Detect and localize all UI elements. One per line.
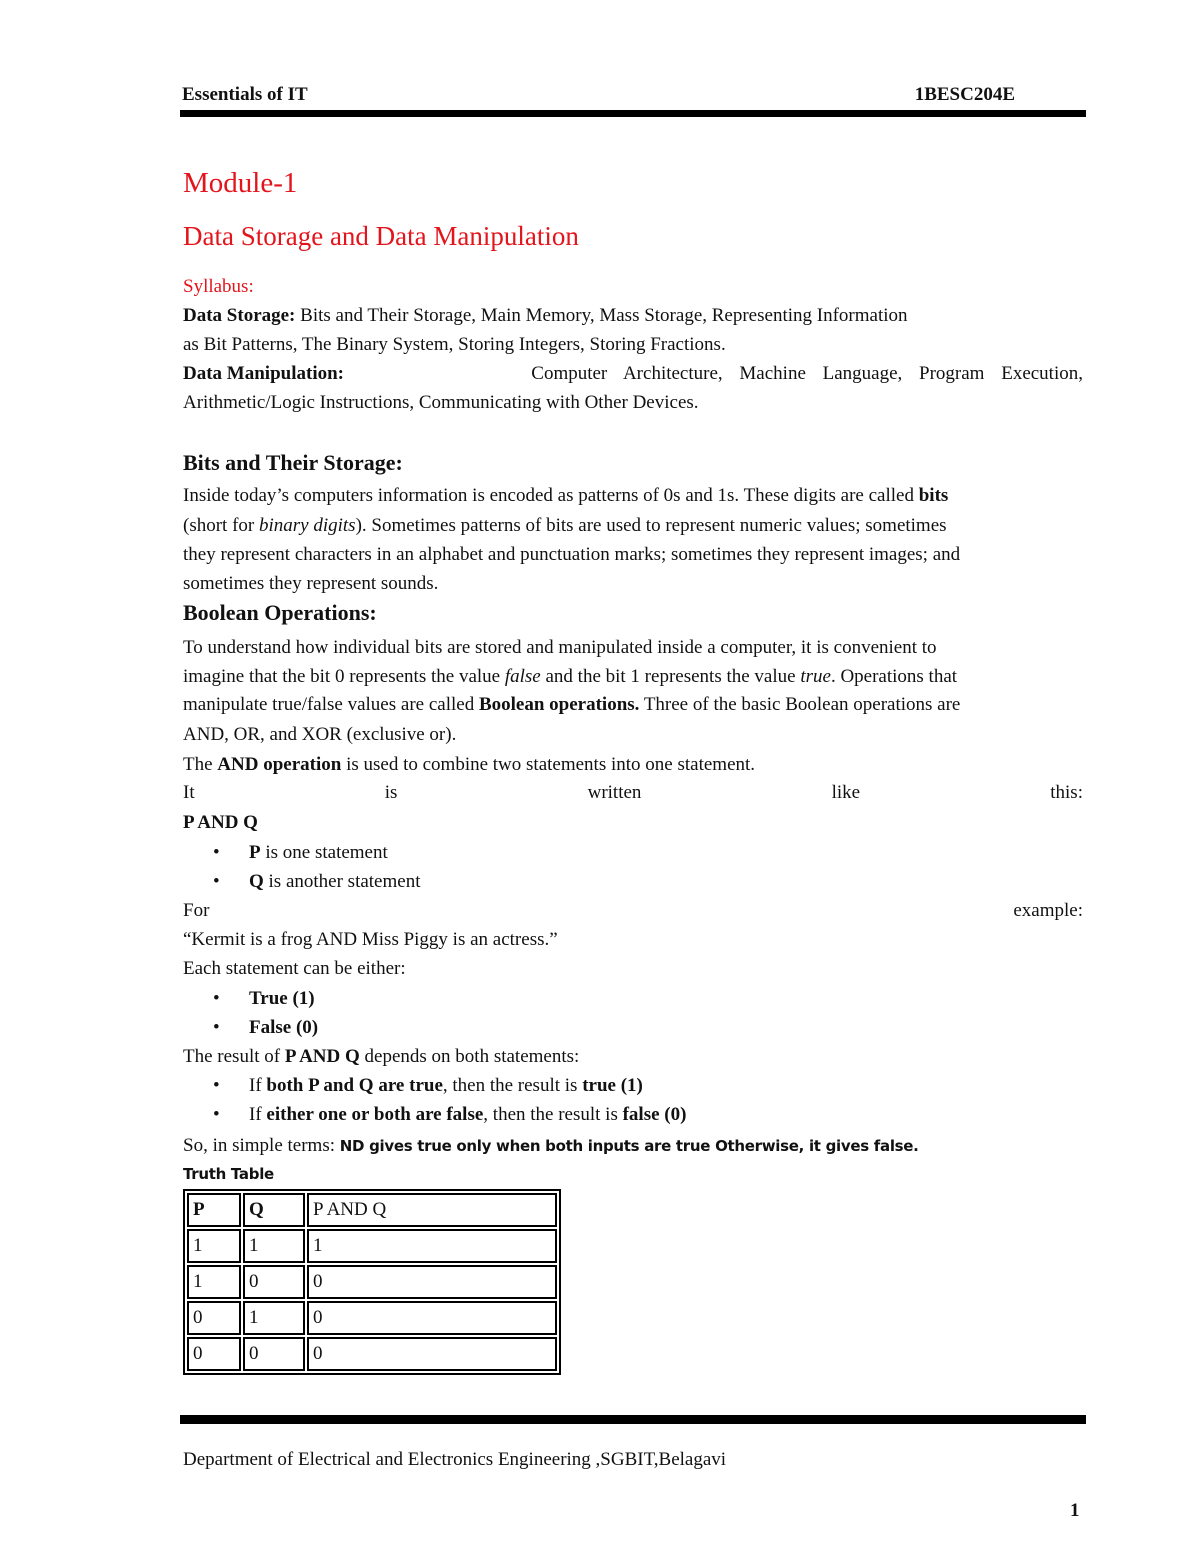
table-cell: 0 bbox=[187, 1337, 241, 1371]
table-cell: 1 bbox=[187, 1229, 241, 1263]
bullet-icon: • bbox=[213, 842, 220, 863]
list-item bbox=[213, 867, 421, 896]
bullet-icon: • bbox=[213, 1075, 220, 1096]
text: Inside today’s computers information is encoded as patterns of 0s and 1s. These digits are called bbox=[183, 485, 919, 506]
table-cell: 0 bbox=[307, 1265, 557, 1299]
italic-term: true bbox=[800, 666, 831, 687]
course-code: 1BESC204E bbox=[914, 84, 1015, 105]
list-item bbox=[213, 838, 388, 867]
table-cell: 0 bbox=[187, 1301, 241, 1335]
text: . Operations that bbox=[830, 666, 958, 687]
bold-term: Boolean operations. bbox=[478, 694, 640, 715]
bits-para-line-4: sometimes they represent sounds. bbox=[183, 573, 439, 594]
table-cell: 0 bbox=[243, 1265, 305, 1299]
header-cell: P bbox=[187, 1193, 241, 1227]
section-heading: Bits and Their Storage: bbox=[183, 450, 403, 475]
boolean-line-1: To understand how individual bits are stored and manipulated inside a computer, it is convenient to bbox=[183, 637, 937, 658]
boolean-line-5 bbox=[183, 750, 1083, 779]
text: , then the result is bbox=[483, 1104, 623, 1125]
header-rule bbox=[180, 110, 1086, 117]
text: and the bit 1 represents the value bbox=[540, 666, 801, 687]
syllabus-data-storage-cont: as Bit Patterns, The Binary System, Storing Integers, Storing Fractions. bbox=[183, 334, 726, 355]
bold-term: True (1) bbox=[249, 988, 315, 1009]
truth-table bbox=[183, 1189, 561, 1375]
bullet-icon: • bbox=[213, 1104, 220, 1125]
data-manipulation-text: Computer Architecture, Machine Language, Program Execution, bbox=[531, 363, 1083, 384]
text: The result of bbox=[183, 1046, 285, 1067]
boolean-line-2 bbox=[183, 662, 1083, 691]
boolean-heading bbox=[183, 600, 1083, 626]
bold-term: false (0) bbox=[622, 1104, 687, 1125]
table-row bbox=[187, 1265, 557, 1299]
list-item bbox=[213, 984, 315, 1013]
text: is one statement bbox=[260, 842, 388, 863]
table-cell: 1 bbox=[243, 1301, 305, 1335]
boolean-line-8 bbox=[183, 896, 1083, 925]
table-row bbox=[187, 1229, 557, 1263]
data-manipulation-label: Data Manipulation: bbox=[183, 363, 344, 384]
boolean-line-10: Each statement can be either: bbox=[183, 958, 406, 979]
module-title: Module-1 bbox=[183, 167, 298, 199]
table-cell: 1 bbox=[307, 1229, 557, 1263]
word: is bbox=[384, 782, 398, 803]
table-cell: 1 bbox=[187, 1265, 241, 1299]
text: Three of the basic Boolean operations are bbox=[639, 694, 961, 715]
truth-table-label: Truth Table bbox=[183, 1165, 274, 1183]
text: manipulate true/false values are called bbox=[183, 694, 479, 715]
word: For bbox=[183, 900, 210, 921]
boolean-line-11 bbox=[183, 1042, 1083, 1071]
text: , then the result is bbox=[442, 1075, 583, 1096]
data-storage-text: Bits and Their Storage, Main Memory, Mass Storage, Representing Information bbox=[295, 305, 908, 326]
text: If bbox=[249, 1104, 267, 1125]
example-quote: “Kermit is a frog AND Miss Piggy is an actress.” bbox=[183, 929, 558, 950]
text: (short for bbox=[183, 515, 259, 536]
bits-heading bbox=[183, 450, 1083, 476]
page-number: 1 bbox=[1070, 1500, 1080, 1521]
text: ). Sometimes patterns of bits are used to represent numeric values; sometimes bbox=[355, 515, 947, 536]
bold-term: AND operation bbox=[217, 754, 342, 775]
bold-term: Q bbox=[249, 871, 264, 892]
word: example: bbox=[1013, 900, 1083, 921]
footer-rule bbox=[180, 1415, 1086, 1424]
text: depends on both statements: bbox=[359, 1046, 580, 1067]
bits-para-line-2 bbox=[183, 511, 1083, 540]
bold-term: P bbox=[249, 842, 261, 863]
boolean-expression: P AND Q bbox=[183, 812, 258, 833]
table-cell: 1 bbox=[243, 1229, 305, 1263]
bits-para-line-1 bbox=[183, 481, 1083, 510]
running-header bbox=[182, 84, 1085, 110]
bullet-icon: • bbox=[213, 871, 220, 892]
boolean-line-3 bbox=[183, 690, 1083, 719]
bullet-icon: • bbox=[213, 988, 220, 1009]
table-row bbox=[187, 1301, 557, 1335]
word: this: bbox=[1050, 782, 1083, 803]
word: written bbox=[587, 782, 642, 803]
table-header-row bbox=[187, 1193, 557, 1227]
text: So, in simple terms: bbox=[183, 1135, 340, 1156]
syllabus-data-manipulation-cont: Arithmetic/Logic Instructions, Communicating with Other Devices. bbox=[183, 392, 699, 413]
syllabus-data-manipulation bbox=[183, 359, 1083, 388]
text: is another statement bbox=[263, 871, 421, 892]
header-cell: Q bbox=[243, 1193, 305, 1227]
chapter-title: Data Storage and Data Manipulation bbox=[183, 221, 579, 251]
summary-line bbox=[183, 1131, 1083, 1161]
bullet-icon: • bbox=[213, 1017, 220, 1038]
italic-term: false bbox=[504, 666, 541, 687]
footer-department: Department of Electrical and Electronics Engineering ,SGBIT,Belagavi bbox=[183, 1449, 727, 1470]
bold-term: P AND Q bbox=[284, 1046, 360, 1067]
section-heading: Boolean Operations: bbox=[183, 600, 377, 625]
word: It bbox=[183, 782, 195, 803]
boolean-line-4: AND, OR, and XOR (exclusive or). bbox=[183, 724, 457, 745]
text: If bbox=[249, 1075, 267, 1096]
bold-term: False (0) bbox=[249, 1017, 319, 1038]
text: The bbox=[183, 754, 218, 775]
bold-term: either one or both are false bbox=[266, 1104, 484, 1125]
summary-rule-text: ND gives true only when both inputs are true Otherwise, it gives false. bbox=[339, 1137, 919, 1155]
boolean-line-6 bbox=[183, 778, 1083, 807]
table-cell: 0 bbox=[307, 1301, 557, 1335]
bold-term: bits bbox=[918, 485, 949, 506]
data-storage-label: Data Storage: bbox=[183, 305, 296, 326]
syllabus-data-storage bbox=[183, 301, 1083, 330]
table-cell: 0 bbox=[243, 1337, 305, 1371]
text: is used to combine two statements into one statement. bbox=[341, 754, 756, 775]
word: like bbox=[831, 782, 861, 803]
course-title: Essentials of IT bbox=[182, 84, 308, 105]
list-item bbox=[213, 1013, 318, 1042]
italic-term: binary digits bbox=[258, 515, 356, 536]
bits-para-line-3: they represent characters in an alphabet and punctuation marks; sometimes they represent images; and bbox=[183, 544, 961, 565]
list-item bbox=[213, 1100, 686, 1129]
table-row bbox=[187, 1337, 557, 1371]
syllabus-label: Syllabus: bbox=[183, 276, 254, 297]
header-cell: P AND Q bbox=[307, 1193, 557, 1227]
text: imagine that the bit 0 represents the value bbox=[183, 666, 505, 687]
bold-term: both P and Q are true bbox=[266, 1075, 443, 1096]
bold-term: true (1) bbox=[582, 1075, 643, 1096]
table-cell: 0 bbox=[307, 1337, 557, 1371]
list-item bbox=[213, 1071, 643, 1100]
